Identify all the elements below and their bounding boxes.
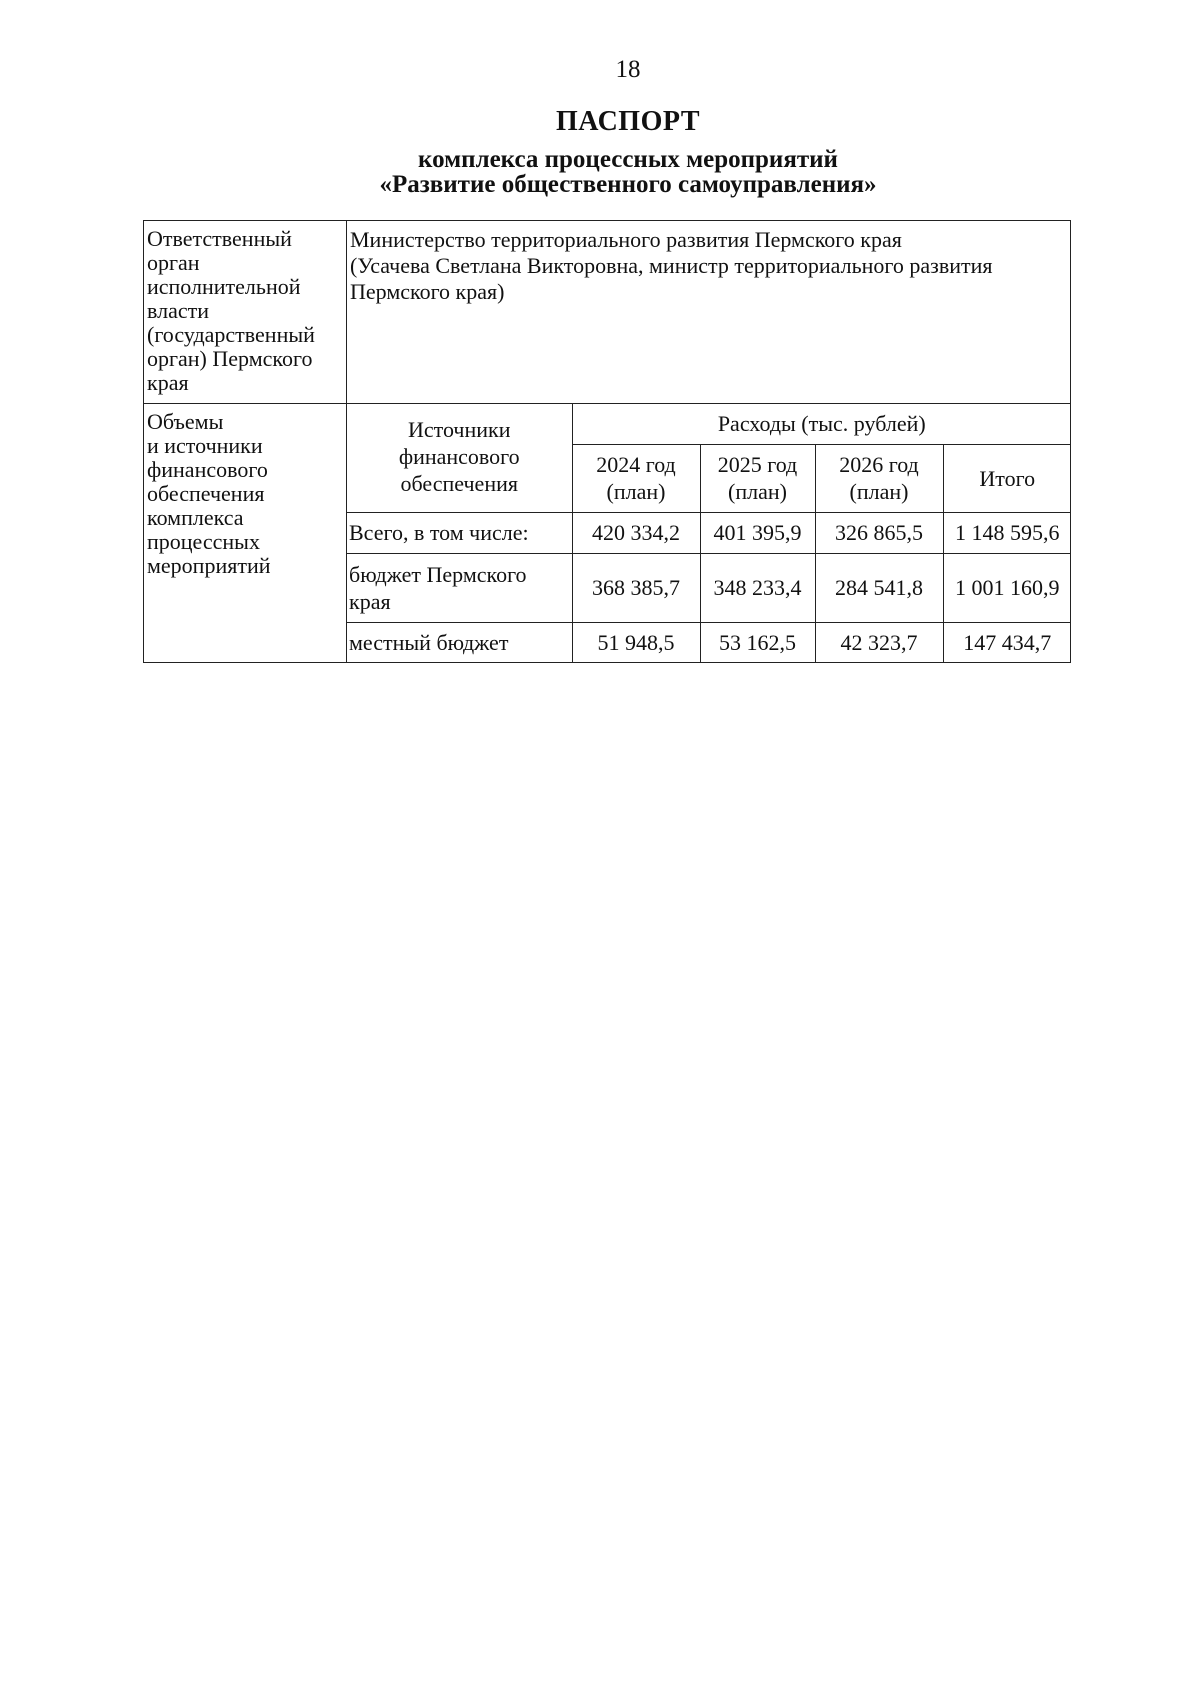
total-cell: 1 148 595,6 (943, 512, 1071, 553)
value-cell: 420 334,2 (572, 512, 700, 553)
responsible-value (347, 221, 1071, 404)
responsible-label (144, 221, 347, 404)
source-cell (347, 553, 572, 622)
value-cell: 284 541,8 (815, 553, 943, 622)
financing-label-line: финансового (147, 457, 268, 482)
value-cell: 51 948,5 (572, 622, 700, 662)
document-title: ПАСПОРТ (555, 106, 700, 137)
subtitle-line-2: «Развитие общественного самоуправления» (379, 171, 877, 198)
expenses-header: Расходы (тыс. рублей) (572, 404, 1071, 444)
passport-table (143, 220, 1071, 663)
value-cell: 368 385,7 (572, 553, 700, 622)
value-cell: 401 395,9 (700, 512, 815, 553)
responsible-label-line: края (147, 370, 189, 395)
value-cell: 53 162,5 (700, 622, 815, 662)
year-note: (план) (606, 479, 666, 504)
responsible-value-line: (Усачева Светлана Викторовна, министр территориального развития (350, 253, 993, 278)
document-subtitle (0, 147, 1200, 197)
year-header-2026 (815, 444, 943, 512)
financing-label-line: комплекса (147, 505, 244, 530)
year-label: 2024 год (596, 452, 676, 477)
financing-header-row (347, 404, 1071, 444)
financing-row (144, 404, 1071, 663)
table-row (347, 622, 1071, 662)
total-header: Итого (943, 444, 1071, 512)
year-label: 2026 год (839, 452, 919, 477)
year-note: (план) (728, 479, 787, 504)
responsible-value-line: Министерство территориального развития Пермского края (350, 227, 902, 252)
responsible-label-line: орган (147, 250, 200, 275)
year-header-2025 (700, 444, 815, 512)
financing-label-line: и источники (147, 433, 263, 458)
table-row (347, 512, 1071, 553)
responsible-label-line: власти (147, 298, 209, 323)
value-cell: 42 323,7 (815, 622, 943, 662)
responsible-label-line: орган) Пермского (147, 346, 313, 371)
financing-label-line: процессных (147, 529, 260, 554)
year-label: 2025 год (717, 452, 798, 477)
subtitle-line-1: комплекса процессных мероприятий (418, 146, 838, 173)
year-note: (план) (849, 479, 909, 504)
table-row (347, 553, 1071, 622)
financing-label-line: обеспечения (147, 481, 265, 506)
source-cell (347, 622, 572, 662)
sources-header-line: финансового (398, 444, 520, 469)
page-number: 18 (615, 56, 641, 83)
year-header-2024 (572, 444, 700, 512)
total-cell: 147 434,7 (943, 622, 1071, 662)
responsible-value-line: Пермского края) (350, 279, 505, 304)
source-line: Всего, в том числе: (349, 520, 529, 545)
sources-header (347, 404, 572, 512)
responsible-label-line: Ответственный (147, 226, 292, 251)
value-cell: 326 865,5 (815, 512, 943, 553)
source-line: бюджет Пермского (349, 561, 527, 587)
source-line: края (349, 588, 391, 614)
responsible-row (144, 221, 1071, 404)
sources-header-line: Источники (408, 417, 511, 442)
source-line: местный бюджет (349, 629, 509, 655)
value-cell: 348 233,4 (700, 553, 815, 622)
source-cell (347, 512, 572, 553)
financing-label (144, 404, 347, 663)
financing-table (347, 404, 1071, 662)
responsible-label-line: исполнительной (147, 274, 301, 299)
sources-header-line: обеспечения (400, 471, 518, 496)
financing-label-line: мероприятий (147, 553, 271, 578)
financing-label-line: Объемы (147, 409, 224, 434)
financing-table-cell (347, 404, 1071, 663)
total-cell: 1 001 160,9 (943, 553, 1071, 622)
responsible-label-line: (государственный (147, 322, 315, 347)
